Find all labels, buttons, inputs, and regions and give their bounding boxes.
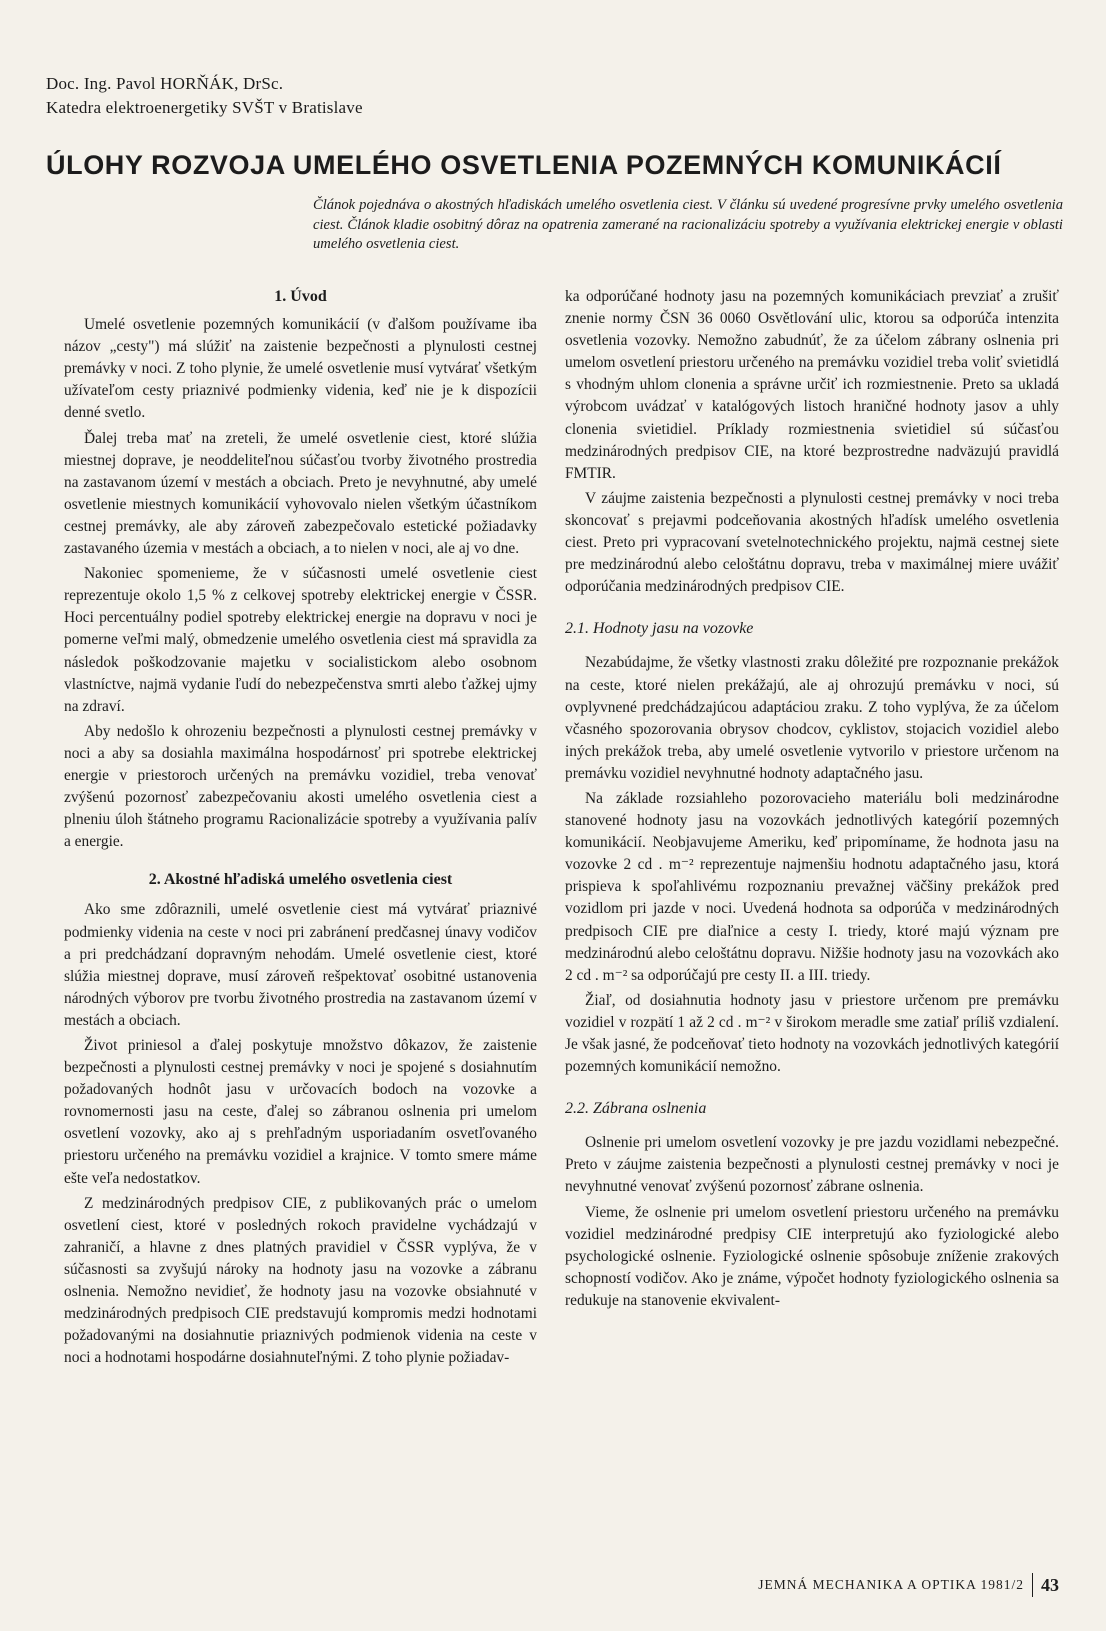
journal-name: JEMNÁ MECHANIKA A OPTIKA 1981/2	[758, 1577, 1024, 1592]
paragraph: Aby nedošlo k ohrozeniu bezpečnosti a plynulosti cestnej premávky v noci a aby sa dosiahla maximálna hospodárnosť pri spotrebe elektrickej energie v priestoroch určených na premávku vozidiel, treba venovať zvýšenú pozornosť zabezpečovaniu akosti umelého osvetlenia ciest a plneniu úloh štátneho programu Racionalizácie spotreby a využívania palív a energie.	[64, 722, 537, 851]
paragraph: Život priniesol a ďalej poskytuje množstvo dôkazov, že zaistenie bezpečnosti a plynulosti cestnej premávky v noci je spojené s dosiahnutím požadovaných hodnôt jasu v určovacích bodoch na vozovke a rovnomernosti jasu na ceste, ďalej so zábranou oslnenia pri umelom osvetlení vozovky, ako aj s prehľadným usporiadaním osvetľovaného priestoru určeného na premávku vozidiel a krajnice. V tomto smere máme ešte veľa nedostatkov.	[64, 1037, 537, 1187]
paragraph: V záujme zaistenia bezpečnosti a plynulosti cestnej premávky v noci treba skoncovať s prejavmi podceňovania akostných hľadísk umelého osvetlenia ciest. Preto pri vypracovaní svetelnotechnického projektu, najmä cestnej siete pre medzinárodnú alebo celoštátnu dopravu, treba v maximálnej miere uvážiť odporúčania medzinárodných predpisov CIE.	[565, 489, 1059, 596]
paragraph: Vieme, že oslnenie pri umelom osvetlení priestoru určeného na premávku vozidiel medzinárodné predpisy CIE interpretujú ako fyziologické alebo psychologické oslnenie. Fyziologické oslnenie spôsobuje zníženie zrakových schopností vodičov. Ako je známe, výpočet hodnoty fyziologického oslnenia sa redukuje na stanovenie ekvivalent-	[565, 1203, 1059, 1309]
paragraph: Oslnenie pri umelom osvetlení vozovky je pre jazdu vozidlami nebezpečné. Preto v záujme zaistenia bezpečnosti a plynulosti cestnej premávky v noci je nevyhnutné venovať zvýšenú pozornosť zábrane oslnenia.	[565, 1134, 1059, 1196]
abstract: Článok pojednáva o akostných hľadiskách umelého osvetlenia ciest. V článku sú uvedené progresívne prvky umelého osvetlenia ciest. Článok kladie osobitný dôraz na opatrenia zamerané na racionalizáciu spotreby a využívania elektrickej energie v oblasti umelého osvetlenia ciest.	[313, 197, 1063, 252]
page-footer	[758, 1573, 1059, 1597]
paragraph: Ako sme zdôraznili, umelé osvetlenie ciest má vytvárať priaznivé podmienky videnia na ceste v noci pri zabránení predčasnej únavy vodičov a pri predchádzaní dopravným nehodám. Umelé osvetlenie ciest, ktoré slúžia miestnej doprave, musí zároveň rešpektovať osobitné ustanovenia národných výborov pre tvorbu životného prostredia na zastavanom území v mestách a obciach.	[64, 901, 537, 1029]
paragraph: Umelé osvetlenie pozemných komunikácií (v ďalšom používame iba názov „cesty") má slúžiť na zaistenie bezpečnosti a plynulosti cestnej premávky v noci. Z toho plynie, že umelé osvetlenie musí vytvárať všetkým užívateľom cesty priaznivé podmienky videnia, keď nie je k dispozícii denné svetlo.	[64, 316, 537, 422]
subsection-2-2-heading: 2.2. Zábrana oslnenia	[565, 1100, 707, 1118]
author-block	[46, 72, 363, 120]
section-2-heading: 2. Akostné hľadiská umelého osvetlenia ciest	[148, 871, 453, 889]
right-column	[565, 286, 1059, 1315]
author-name: Doc. Ing. Pavol HORŇÁK, DrSc.	[46, 74, 284, 93]
paragraph: Nezabúdajme, že všetky vlastnosti zraku dôležité pre rozpoznanie prekážok na ceste, ktoré nielen prekážajú, ale aj ohrozujú premávku v noci, sú ovplyvnené predchádzajúcou adaptáciou zraku. Z toho vyplýva, že za účelom včasného spozorovania obrysov chodcov, cyklistov, stojacich vozidiel alebo iných prekážok treba, aby umelé osvetlenie vytvorilo v priestore určenom na premávku vozidiel nevyhnutné hodnoty adaptačného jasu.	[565, 654, 1059, 782]
paragraph: Ďalej treba mať na zreteli, že umelé osvetlenie ciest, ktoré slúžia miestnej doprave, je neoddeliteľnou súčasťou tvorby životného prostredia na zastavanom území v mestách a obciach. Preto je nevyhnutné, aby umelé osvetlenie miestnych komunikácií vyhovovalo nielen všetkým účastníkom cestnej premávky, ale aby zároveň zabezpečovalo estetické požiadavky zastavaného územia v mestách a obciach, a to nielen v noci, ale aj vo dne.	[64, 429, 537, 558]
page-number: 43	[1041, 1574, 1059, 1595]
paragraph: Na základe rozsiahleho pozorovacieho materiálu boli medzinárodne stanovené hodnoty jasu na vozovkách jednotlivých kategórií pozemných komunikácií. Neobjavujeme Ameriku, keď pripomíname, že hodnota jasu na vozovke 2 cd . m⁻² reprezentuje najmenšiu hodnotu adaptačného jasu, ktorá prispieva k spoľahlivému rozpoznaniu prevažnej väčšiny prekážok pred vozidlom pri jazde v noci. Uvedená hodnota sa odporúča v medzinárodných predpisoch CIE pre diaľnice a cesty I. triedy, ktoré majú význam pre medzinárodnú alebo celoštátnu dopravu. Nižšie hodnoty jasu na vozovkách ako 2 cd . m⁻² sa odporúčajú pre cesty II. a III. triedy.	[565, 789, 1059, 984]
subsection-2-1-heading: 2.1. Hodnoty jasu na vozovke	[565, 620, 754, 638]
article-title: ÚLOHY ROZVOJA UMELÉHO OSVETLENIA POZEMNÝCH KOMUNIKÁCIÍ	[46, 150, 1002, 180]
paragraph: Z medzinárodných predpisov CIE, z publikovaných prác o umelom osvetlení ciest, ktoré v posledných rokoch pravidelne vychádzajú v zahraničí, a hlavne z dnes platných pravidiel v ČSSR vyplýva, že v súčasnosti sa zvyšujú nároky na hodnoty jasu na vozovke a zábranu oslnenia. Nemožno nevidieť, že hodnoty jasu na vozovke obsiahnuté v medzinárodných predpisoch CIE predstavujú kompromis medzi hodnotami požadovanými na dosiahnutie priaznivých podmienok videnia na ceste v noci a hodnotami hospodárne dosiahnuteľnými. Z toho plynie požiadav-	[64, 1194, 537, 1367]
paragraph-continued: ka odporúčané hodnoty jasu na pozemných komunikáciach prevziať a zrušiť znenie normy ČSN 36 0060 Osvětlování ulic, ktorou sa odporúča intenzita osvetlenia vozovky. Nemožno zabudnúť, že za účelom zábrany oslnenia pri umelom osvetlení priestoru určeného na premávku vozidiel treba voliť svietidlá s vhodným uhlom clonenia a správne určiť ich rozmiestnenie. Preto sa ukladá výrobcom uvádzať v katalógových listoch hraničné hodnoty jasov a uhly clonenia svietidiel. Príklady rozmiestnenia svietidiel sú súčasťou medzinárodných predpisov CIE, na ktoré bezprostredne nadväzujú pravidlá FMTIR.	[565, 288, 1059, 482]
author-affiliation: Katedra elektroenergetiky SVŠT v Bratislave	[46, 98, 363, 117]
paragraph: Nakoniec spomenieme, že v súčasnosti umelé osvetlenie ciest reprezentuje okolo 1,5 % z celkovej spotreby elektrickej energie v ČSSR. Hoci percentuálny podiel spotreby elektrickej energie na dopravu v noci je pomerne veľmi malý, obmedzenie umelého osvetlenia ciest má spravidla za následok poškodzovanie majetku v socialistickom alebo osobnom vlastníctve, najmä vydanie ľudí do nebezpečenstva smrti alebo ťažkej ujmy na zdraví.	[64, 565, 537, 715]
section-1-heading: 1. Úvod	[274, 288, 327, 305]
paragraph: Žiaľ, od dosiahnutia hodnoty jasu v priestore určenom pre premávku vozidiel v rozpätí 1 až 2 cd . m⁻² v širokom meradle sme zatiaľ príliš vzdialení. Je však jasné, že podceňovať tieto hodnoty na vozovkách jednotlivých kategórií pozemných komunikácií nemožno.	[565, 991, 1059, 1076]
footer-divider	[1032, 1573, 1033, 1597]
left-column	[64, 284, 537, 1372]
